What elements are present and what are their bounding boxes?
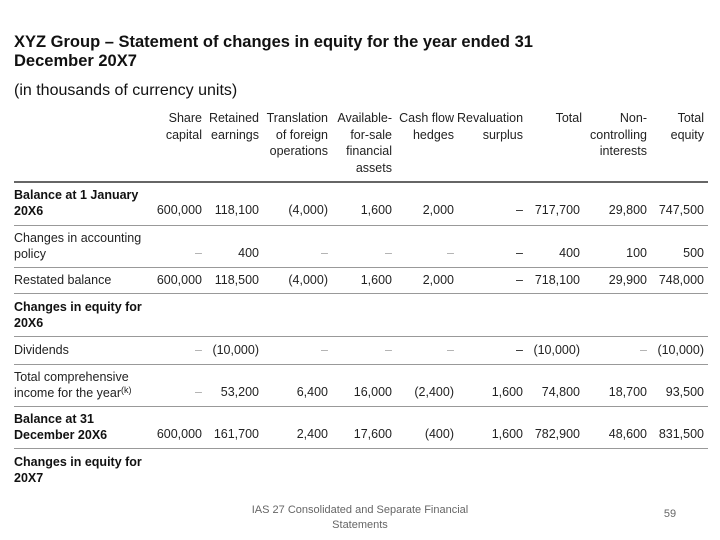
units-note: (in thousands of currency units) — [14, 82, 238, 99]
cell-available-for-sale: 17,600 — [353, 427, 392, 441]
col-header-total: Total — [555, 111, 582, 125]
col-header-total-equity: Total equity — [670, 111, 704, 142]
row-label-accounting-policy: Changes in accounting policy — [14, 231, 142, 261]
cell-revaluation-surplus: 1,600 — [491, 427, 523, 441]
row-divider — [14, 448, 708, 449]
cell-non-controlling: – — [640, 343, 647, 357]
col-header-available-for-sale: Available-for-sale financial assets — [337, 111, 392, 175]
cell-cash-flow-hedges: (2,400) — [414, 385, 454, 399]
row-label-balance-1-jan-20x6: Balance at 1 January 20X6 — [14, 188, 139, 218]
cell-translation: (4,000) — [288, 203, 328, 217]
footer-source: IAS 27 Consolidated and Separate Financial Statements — [251, 504, 469, 531]
cell-share-capital: 600,000 — [156, 273, 202, 287]
row-divider — [14, 406, 708, 407]
cell-non-controlling: 48,600 — [608, 427, 647, 441]
cell-share-capital: 600,000 — [156, 203, 202, 217]
row-label-changes-20x6: Changes in equity for 20X6 — [14, 300, 142, 330]
cell-cash-flow-hedges: – — [447, 343, 454, 357]
cell-translation: – — [321, 343, 328, 357]
cell-total-equity: 831,500 — [658, 427, 704, 441]
cell-revaluation-surplus: – — [516, 343, 523, 357]
col-header-translation: Translation of foreign operations — [266, 111, 328, 158]
cell-retained-earnings: 118,500 — [214, 273, 259, 287]
row-divider — [14, 336, 708, 337]
cell-total: 717,700 — [534, 203, 580, 217]
page-number: 59 — [663, 508, 677, 520]
cell-total: (10,000) — [533, 343, 580, 357]
cell-cash-flow-hedges: – — [447, 246, 454, 260]
cell-translation: 2,400 — [296, 427, 328, 441]
cell-revaluation-surplus: – — [516, 203, 523, 217]
cell-available-for-sale: 1,600 — [360, 203, 392, 217]
cell-cash-flow-hedges: 2,000 — [422, 203, 454, 217]
cell-non-controlling: 18,700 — [608, 385, 647, 399]
cell-non-controlling: 100 — [626, 246, 647, 260]
row-label-text: Total comprehensive income for the year — [14, 370, 129, 400]
cell-share-capital: – — [195, 343, 202, 357]
cell-non-controlling: 29,800 — [608, 203, 647, 217]
cell-translation: – — [321, 246, 328, 260]
cell-revaluation-surplus: – — [516, 246, 523, 260]
cell-revaluation-surplus: 1,600 — [491, 385, 523, 399]
cell-translation: (4,000) — [288, 273, 328, 287]
col-header-share-capital: Share capital — [165, 111, 202, 142]
col-header-non-controlling: Non-controlling interests — [590, 111, 647, 158]
statement-title: XYZ Group – Statement of changes in equity for the year ended 31 December 20X7 — [14, 33, 533, 70]
cell-total: 718,100 — [534, 273, 580, 287]
cell-retained-earnings: (10,000) — [212, 343, 259, 357]
cell-total-equity: 748,000 — [658, 273, 704, 287]
cell-share-capital: 600,000 — [156, 427, 202, 441]
cell-translation: 6,400 — [296, 385, 328, 399]
row-label-changes-20x7: Changes in equity for 20X7 — [14, 455, 142, 485]
header-rule — [14, 181, 708, 183]
cell-revaluation-surplus: – — [516, 273, 523, 287]
row-label-balance-31-dec-20x6: Balance at 31 December 20X6 — [14, 412, 108, 442]
cell-available-for-sale: – — [385, 343, 392, 357]
row-label-dividends: Dividends — [14, 343, 69, 357]
cell-retained-earnings: 161,700 — [213, 427, 259, 441]
cell-non-controlling: 29,900 — [608, 273, 647, 287]
cell-total-equity: (10,000) — [657, 343, 704, 357]
cell-share-capital: – — [195, 385, 202, 399]
cell-cash-flow-hedges: 2,000 — [422, 273, 454, 287]
cell-total-equity: 500 — [683, 246, 704, 260]
cell-total-equity: 747,500 — [658, 203, 704, 217]
cell-available-for-sale: 16,000 — [353, 385, 392, 399]
cell-available-for-sale: 1,600 — [360, 273, 392, 287]
cell-total: 74,800 — [541, 385, 580, 399]
row-label-total-comprehensive-income — [14, 370, 152, 401]
cell-total-equity: 93,500 — [665, 385, 704, 399]
row-label-restated-balance: Restated balance — [14, 273, 112, 287]
cell-cash-flow-hedges: (400) — [424, 427, 454, 441]
col-header-retained-earnings: Retained earnings — [208, 111, 259, 142]
row-divider — [14, 225, 708, 226]
row-divider — [14, 364, 708, 365]
row-divider — [14, 267, 708, 268]
cell-total: 782,900 — [534, 427, 580, 441]
cell-available-for-sale: – — [385, 246, 392, 260]
cell-total: 400 — [559, 246, 580, 260]
col-header-revaluation-surplus: Revaluation surplus — [457, 111, 524, 142]
col-header-cash-flow-hedges: Cash flow hedges — [399, 111, 454, 142]
cell-retained-earnings: 118,100 — [214, 203, 259, 217]
row-divider — [14, 293, 708, 294]
cell-retained-earnings: 400 — [238, 246, 259, 260]
cell-share-capital: – — [195, 246, 202, 260]
cell-retained-earnings: 53,200 — [220, 385, 259, 399]
footnote-marker: (k) — [121, 384, 132, 395]
